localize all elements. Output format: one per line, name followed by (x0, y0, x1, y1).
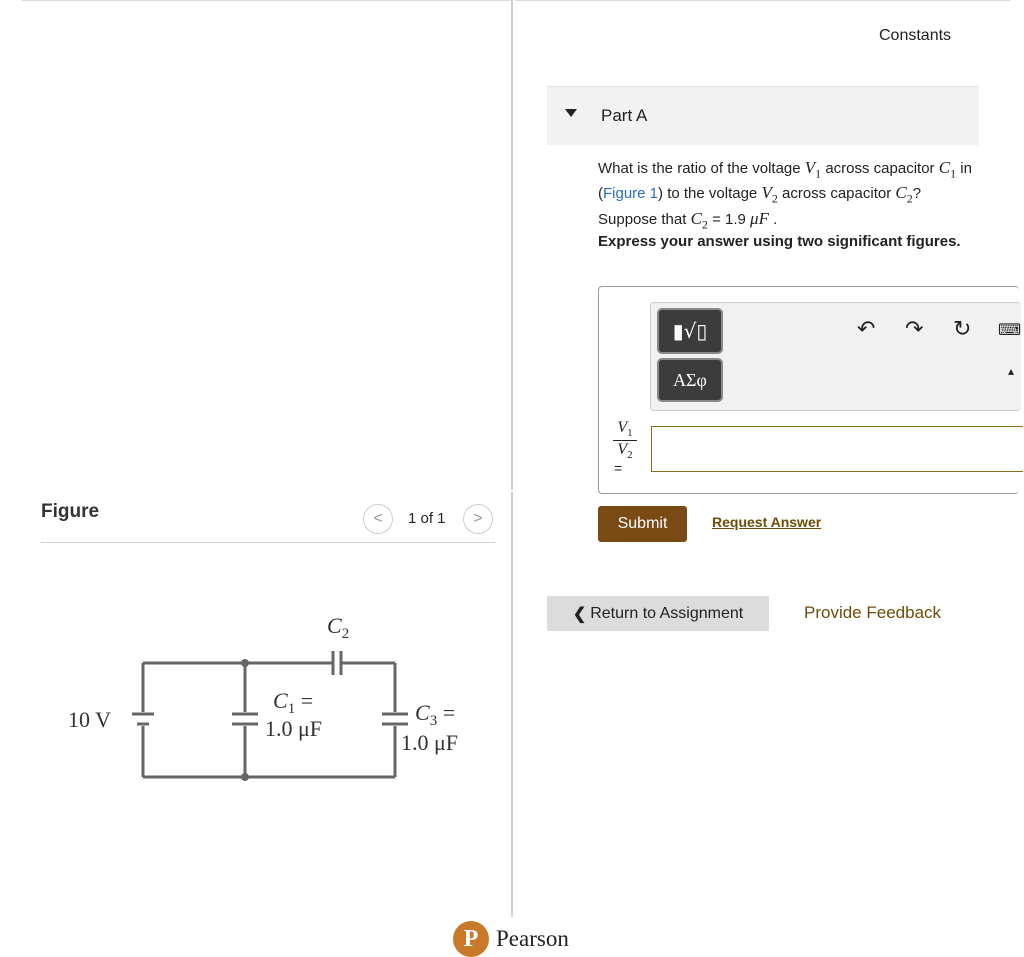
chevron-left-icon: ❮ (572, 605, 587, 623)
templates-button[interactable]: ▮√▯ (657, 308, 723, 354)
instruction-text: Express your answer using two significant figures. (598, 233, 961, 250)
next-figure-button[interactable]: > (463, 504, 493, 534)
request-answer-link[interactable]: Request Answer (712, 514, 822, 530)
keyboard-icon[interactable]: ⌨ (998, 320, 1022, 339)
c1-value: 1.0 μF (265, 716, 323, 741)
pane-divider (511, 0, 513, 490)
undo-icon[interactable]: ↶ (857, 317, 876, 342)
c2-symbol: $C_2$ (895, 183, 913, 206)
c1-label: $C_1$ = (273, 688, 314, 717)
question-t3: in ( (598, 160, 972, 203)
junction-bottom (241, 773, 249, 781)
fraction-denominator: $V_2$ (617, 441, 633, 462)
question-t7: = 1.9 (707, 210, 751, 228)
c2-label: $C_2$ (327, 613, 350, 642)
more-icon[interactable]: ▴ (1008, 364, 1015, 378)
question-t1: What is the ratio of the voltage (598, 160, 805, 177)
capacitor-c1 (232, 714, 258, 724)
question-t6: ? Suppose that (598, 185, 922, 228)
battery-label: 10 V (68, 707, 111, 732)
figure-heading: Figure (41, 501, 100, 522)
figure-pager-text: 1 of 1 (408, 510, 446, 527)
top-rule-left (22, 0, 512, 1)
c2b-symbol: $C_2$ (690, 208, 708, 232)
top-rule-right (515, 0, 1010, 1)
question-t8: . (768, 210, 778, 228)
return-label: Return to Assignment (590, 604, 744, 622)
answer-input[interactable] (651, 426, 1023, 472)
part-title: Part A (601, 106, 648, 125)
provide-feedback-link[interactable]: Provide Feedback (804, 603, 942, 622)
redo-icon[interactable]: ↷ (905, 317, 924, 342)
symbols-button[interactable]: ΑΣφ (657, 358, 723, 402)
v1-symbol: $V_1$ (804, 158, 822, 181)
junction-top (241, 659, 249, 667)
question-t5: across capacitor (777, 185, 896, 203)
prev-figure-button[interactable]: < (363, 504, 393, 534)
v2-symbol: $V_2$ (761, 183, 778, 206)
question-text (598, 158, 978, 234)
capacitor-c3 (382, 714, 408, 724)
unit-symbol: μF (750, 208, 769, 228)
fraction-numerator: $V_1$ (613, 419, 637, 441)
battery-symbol (132, 714, 154, 724)
pane-divider-lower (511, 492, 513, 917)
figure-link[interactable]: Figure 1 (603, 185, 659, 203)
figure-rule (41, 542, 495, 543)
c1-symbol: $C_1$ (938, 158, 957, 181)
collapse-caret-icon[interactable] (565, 109, 577, 117)
reset-icon[interactable]: ↻ (953, 317, 972, 342)
circuit-diagram (60, 600, 490, 800)
return-to-assignment-button[interactable] (547, 596, 769, 631)
answer-fraction-label (613, 419, 637, 461)
constants-link[interactable]: Constants (879, 27, 952, 44)
question-t4: ) to the voltage (658, 185, 762, 203)
question-t2: across capacitor (821, 160, 939, 177)
pearson-logo-icon: P (453, 921, 489, 957)
pearson-brand: Pearson (496, 926, 569, 951)
c3-value: 1.0 μF (401, 730, 459, 755)
equals-sign: = (614, 460, 623, 476)
c3-label: $C_3$ = (415, 700, 456, 729)
submit-button[interactable]: Submit (598, 506, 687, 542)
